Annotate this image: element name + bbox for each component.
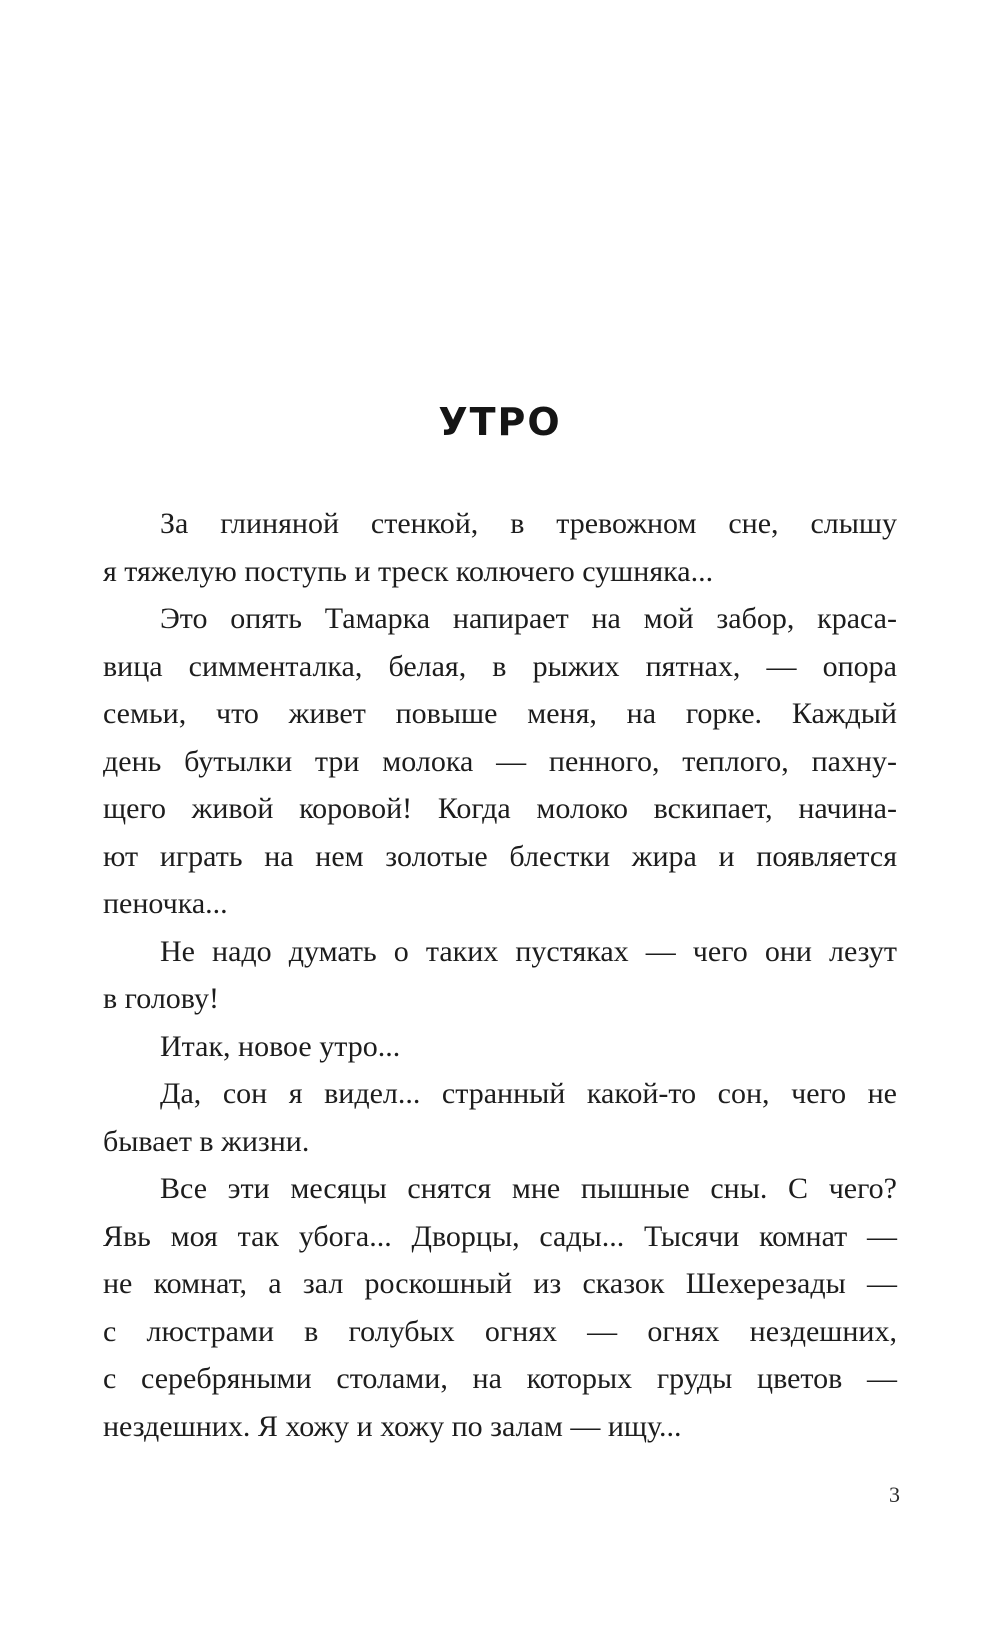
text-line: вица симменталка, белая, в рыжих пятнах, — опора — [103, 649, 897, 683]
text-line: Итак, новое утро... — [160, 1029, 401, 1063]
text-line: семьи, что живет повыше меня, на горке. Каждый — [103, 697, 897, 730]
text-line: день бутылки три молока — пенного, теплого, пахну- — [103, 744, 897, 778]
text-line: я тяжелую поступь и треск колючего сушняка... — [103, 554, 714, 588]
text-line: Это опять Тамарка напирает на мой забор, краса- — [160, 602, 897, 635]
text-line: в голову! — [103, 982, 219, 1015]
text-line: Не надо думать о таких пустяках — чего они лезут — [160, 934, 897, 968]
text-line: Да, сон я видел... странный какой-то сон, чего не — [160, 1077, 897, 1110]
text-line: ют играть на нем золотые блестки жира и появляется — [103, 839, 897, 873]
text-line: с серебряными столами, на которых груды цветов — — [103, 1362, 897, 1395]
page-number: 3 — [889, 1482, 900, 1507]
chapter-title: УТРО — [438, 400, 562, 444]
text-line: нездешних. Я хожу и хожу по залам — ищу... — [103, 1409, 682, 1443]
text-line: пеночка... — [103, 887, 228, 920]
text-line: Явь моя так убога... Дворцы, сады... Тысячи комнат — — [103, 1219, 897, 1253]
text-line: щего живой коровой! Когда молоко вскипает, начина- — [103, 792, 897, 825]
text-line: бывает в жизни. — [103, 1124, 310, 1158]
text-line: не комнат, а зал роскошный из сказок Шехерезады — — [103, 1267, 897, 1300]
text-line: Все эти месяцы снятся мне пышные сны. С чего? — [160, 1172, 897, 1205]
body-text — [103, 500, 897, 1450]
text-line: с люстрами в голубых огнях — огнях нездешних, — [103, 1314, 897, 1348]
text-line: За глиняной стенкой, в тревожном сне, слышу — [160, 507, 897, 540]
